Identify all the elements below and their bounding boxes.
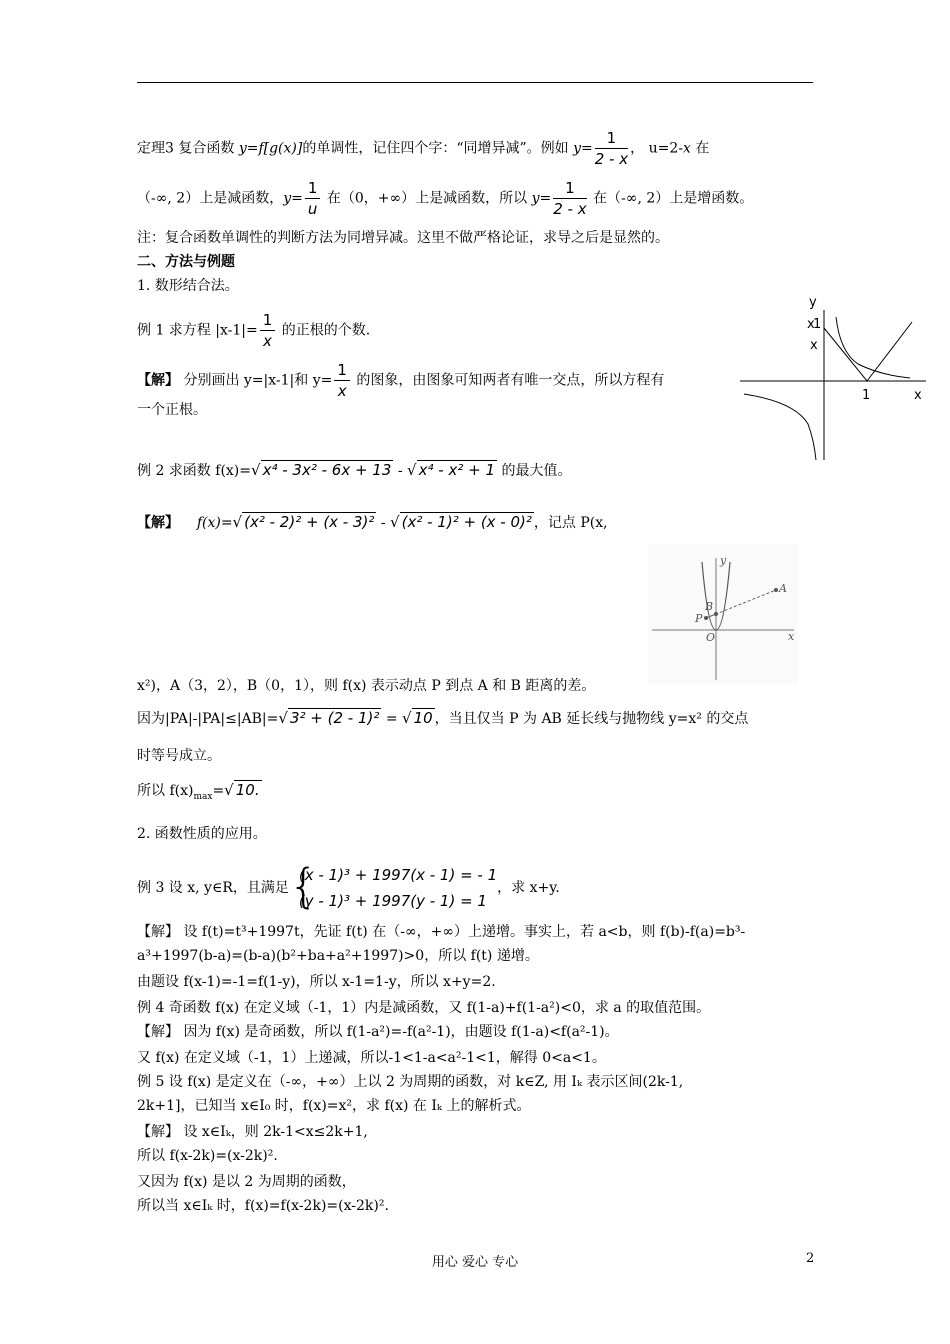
example2-problem: 例 2 求函数 f(x)=√ x⁴ - 3x² - 6x + 13 - √ x⁴ - x² + 1 的最大值。 xyxy=(137,461,572,479)
theorem3-text: 在（-∞, 2）上是增函数。 xyxy=(588,190,754,207)
graph-y-label: y xyxy=(809,295,817,310)
graph-y-tick-x: x xyxy=(807,317,815,332)
graph-y-tick-x2: x xyxy=(810,338,818,353)
point-a-label: A xyxy=(779,582,787,595)
equation-system: { (x - 1)³ + 1997(x - 1) = - 1 (y - 1)³ + 1997(y - 1) = 1 xyxy=(288,859,498,913)
graph-y-label: y xyxy=(720,554,727,567)
theorem3-line2 xyxy=(137,178,753,219)
origin-label: O xyxy=(706,631,716,644)
example5-problem-line1: 例 5 设 f(x) 是定义在（-∞，+∞）上以 2 为周期的函数，对 k∈Z, 用 Iₖ 表示区间(2k-1, xyxy=(137,1074,684,1090)
graph-x-label: x xyxy=(914,388,922,403)
sqrt-distance-a: √ (x² - 2)² + (x - 3)² xyxy=(232,513,375,531)
equation-row-2: (y - 1)³ + 1997(y - 1) = 1 xyxy=(298,892,487,910)
example5-solution-line2: 所以 f(x-2k)=(x-2k)². xyxy=(137,1148,278,1164)
example5-solution-line4: 所以当 x∈Iₖ 时，f(x)=f(x-2k)=(x-2k)². xyxy=(137,1198,389,1214)
example4-solution-line2: 又 f(x) 在定义域（-1，1）上递减，所以-1<1-a<a²-1<1，解得 0<a<1。 xyxy=(137,1050,606,1066)
hyperbola-branch-negative xyxy=(744,394,816,460)
max-subscript: max xyxy=(193,791,213,802)
example2-result: 所以 $f(x)_{max}=√$ 10. xyxy=(137,781,260,802)
point-b-label: B xyxy=(705,600,714,613)
example4-problem: 例 4 奇函数 f(x) 在定义域（-1，1）内是减函数，又 f(1-a)+f(1-a²)<0，求 a 的取值范围。 xyxy=(137,1000,711,1016)
sqrt-expression-2: √ x⁴ - x² + 1 xyxy=(407,461,495,479)
graph-x-tick-1: 1 xyxy=(862,388,871,403)
solution-label: 【解】 xyxy=(137,372,179,389)
point-b-dot xyxy=(714,612,718,616)
equation-row-1: (x - 1)³ + 1997(x - 1) = - 1 xyxy=(298,866,498,884)
fraction-1-over-x: $\frac{1}{x}$ xyxy=(334,360,350,401)
composite-function: y=f[g(x)] xyxy=(238,140,303,157)
example4-solution-line1: 【解】 因为 f(x) 是奇函数，所以 f(1-a²)=-f(a²-1)，由题设 f(1-a)<f(a²-1)。 xyxy=(137,1024,619,1040)
example3-problem: 例 3 设 x, y∈R，且满足 { (x - 1)³ + 1997(x - 1) = - 1 (y - 1)³ + 1997(y - 1) = 1 ，求 x+y. xyxy=(137,859,560,913)
fraction-1-over-x: $\frac{1}{x}$ xyxy=(260,310,276,351)
y-eq: y= xyxy=(531,190,552,207)
page-footer: 用心 爱心 专心 xyxy=(431,1255,519,1270)
theorem3-text: （-∞, 2）上是减函数， xyxy=(137,190,284,207)
sqrt-ab-distance: √ 3² + (2 - 1)² xyxy=(278,709,380,727)
theorem3-label: 定理3 复合函数 xyxy=(137,140,239,157)
y-eq: y= xyxy=(283,190,303,207)
example2-line3: x²)，A（3，2），B（0，1），则 f(x) 表示动点 P 到点 A 和 B 距离的差。 xyxy=(137,678,596,694)
example1-solution: 【解】 分别画出 y=|x-1|和 y= $\frac{1}{x}$ 的图象，由图象可知两者有唯一交点，所以方程有 xyxy=(137,361,665,400)
example5-solution-line1: 【解】 设 x∈Iₖ，则 2k-1<x≤2k+1, xyxy=(137,1124,368,1140)
x-var: x xyxy=(682,140,691,157)
theorem3-text: 的单调性，记住四个字：“同增异减”。例如 xyxy=(302,140,574,157)
u-definition: ， u=2- xyxy=(630,140,683,157)
theorem3-note: 注：复合函数单调性的判断方法为同增异减。这里不做严格论证，求导之后是显然的。 xyxy=(137,230,669,246)
theorem3-line1 xyxy=(137,128,709,169)
example2-solution: 【解】 f(x)=√ (x² - 2)² + (x - 3)² - √ (x² - 1)² + (x - 0)² ，记点 P(x, xyxy=(137,513,608,531)
hyperbola-branch-positive xyxy=(836,317,910,378)
example2-graph xyxy=(648,544,798,684)
page-number: 2 xyxy=(806,1251,815,1266)
theorem3-text: 在（0，+∞）上是减函数，所以 xyxy=(322,190,532,207)
point-p-dot xyxy=(704,616,708,620)
point-a-dot xyxy=(774,588,778,592)
example3-solution-line2: a³+1997(b-a)=(b-a)(b²+ba+a²+1997)>0，所以 f(t) 递增。 xyxy=(137,948,539,964)
method1-heading: 1. 数形结合法。 xyxy=(137,278,239,294)
graph-x-label: x xyxy=(788,630,795,643)
sqrt-distance-b: √ (x² - 1)² + (x - 0)² xyxy=(390,513,532,531)
example5-solution-line3: 又因为 f(x) 是以 2 为周期的函数， xyxy=(137,1174,356,1190)
y-eq: y= xyxy=(573,140,593,157)
example3-solution-line1: 【解】 设 f(t)=t³+1997t，先证 f(t) 在（-∞，+∞）上递增。事实上，若 a<b，则 f(b)-f(a)=b³- xyxy=(137,924,746,940)
sqrt-10: √ 10 xyxy=(402,709,433,727)
example2-line4: 因为|PA|-|PA|≤|AB|=√ 3² + (2 - 1)² = √ 10 ，当且仅当 P 为 AB 延长线与抛物线 y=x² 的交点 xyxy=(137,709,749,727)
example1-solution-end: 一个正根。 xyxy=(137,402,207,418)
example2-line5: 时等号成立。 xyxy=(137,748,221,764)
fraction-1-over-u: $\frac{1}{u}$ xyxy=(305,178,321,219)
example1-graph xyxy=(740,292,930,464)
example3-solution-line3: 由题设 f(x-1)=-1=f(1-y)，所以 x-1=1-y，所以 x+y=2. xyxy=(137,974,496,990)
example5-problem-line2: 2k+1]，已知当 x∈I₀ 时，f(x)=x²，求 f(x) 在 Iₖ 上的解析式。 xyxy=(137,1098,531,1114)
abs-function-graph xyxy=(824,322,912,381)
graph-y-tick-1: 1 xyxy=(813,317,822,332)
theorem3-text-end: 在 xyxy=(690,140,710,157)
fraction-1-over-2-minus-x: $\frac{1}{2 - x}$ xyxy=(553,179,587,218)
solution-label: 【解】 xyxy=(137,515,179,531)
sqrt-expression-1: √ x⁴ - 3x² - 6x + 13 xyxy=(251,461,392,479)
example1-problem: 例 1 求方程 |x-1|= $\frac{1}{x}$ 的正根的个数. xyxy=(137,311,371,350)
sqrt-10-result: √ 10. xyxy=(224,781,260,799)
section-heading: 二、方法与例题 xyxy=(137,254,235,270)
fraction-1-over-2-minus-x: $\frac{1}{2 - x}$ xyxy=(594,129,629,168)
header-rule xyxy=(137,82,813,83)
method2-heading: 2. 函数性质的应用。 xyxy=(137,826,267,842)
point-p-label: P xyxy=(695,612,703,625)
